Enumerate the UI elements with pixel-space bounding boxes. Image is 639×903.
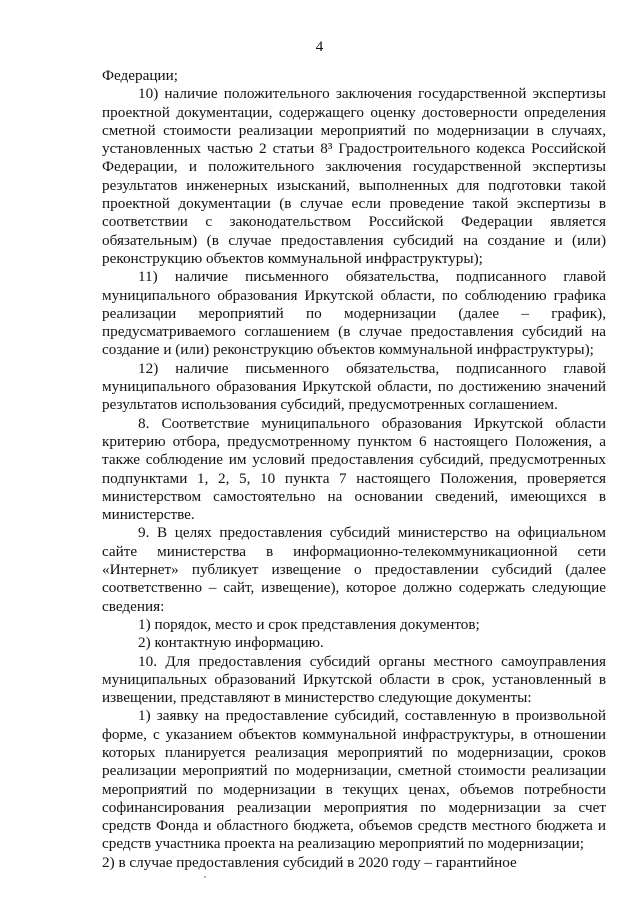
paragraph-item-11: 11) наличие письменного обязательства, подписанного главой муниципального образования Иркутской области, по соблюдению графика реализации мероприятий по модернизации (далее – график), предусматриваемого соглашением (в случае предоставления субсидий на создание и (или) реконструкцию объектов коммунальной инфраструктуры);: [102, 268, 606, 359]
paragraph-item-10: 10) наличие положительного заключения государственной экспертизы проектной документации, содержащего оценку достоверности определения сметной стоимости реализации мероприятий по модернизации в случаях, установленных частью 2 статьи 8³ Градостроительного кодекса Российской Федерации, и положительного заключения государственной экспертизы результатов инженерных изысканий, выполненных для подготовки такой проектной документации (в случае если проведение такой экспертизы в соответствии с законодательством Российской Федерации является обязательным) (в случае предоставления субсидий на создание и (или) реконструкцию объектов коммунальной инфраструктуры);: [102, 85, 606, 267]
page-number: 4: [315, 39, 324, 55]
scan-speck: [204, 876, 206, 878]
paragraph-federation-ending: Федерации;: [102, 67, 178, 84]
paragraph-section-9-item-2: 2) контактную информацию.: [138, 634, 324, 652]
paragraph-section-9-item-1: 1) порядок, место и срок представления документов;: [138, 615, 480, 633]
paragraph-section-10: 10. Для предоставления субсидий органы местного самоуправления муниципальных образований Иркутской области в срок, установленный в извещении, представляют в министерство следующие документы:: [102, 652, 606, 707]
paragraph-section-10-item-1: 1) заявку на предоставление субсидий, составленную в произвольной форме, с указанием объектов коммунальной инфраструктуры, в отношении которых планируется реализация мероприятий по модернизации, сроков реализации мероприятий по модернизации, сметной стоимости реализации мероприятий по модернизации в текущих ценах, объемов потребности софинансирования реализации мероприятия по модернизации за счет средств Фонда и областного бюджета, объемов средств местного бюджета и средств участника проекта на реализацию мероприятий по модернизации;: [102, 707, 606, 853]
paragraph-section-8: 8. Соответствие муниципального образования Иркутской области критерию отбора, предусмотренному пунктом 6 настоящего Положения, а также соблюдение им условий предоставления субсидий, предусмотренных подпунктами 1, 2, 5, 10 пункта 7 настоящего Положения, проверяется министерством самостоятельно на основании сведений, имеющихся в министерстве.: [102, 414, 606, 524]
document-body: [102, 67, 606, 872]
paragraph-section-9: 9. В целях предоставления субсидий министерство на официальном сайте министерства в информационно-телекоммуникационной сети «Интернет» публикует извещение о предоставлении субсидий (далее соответственно – сайт, извещение), которое должно содержать следующие сведения:: [102, 524, 606, 615]
paragraph-item-12: 12) наличие письменного обязательства, подписанного главой муниципального образования Иркутской области, по достижению значений результатов использования субсидий, предусмотренных соглашением.: [102, 359, 606, 414]
paragraph-section-10-item-2: 2) в случае предоставления субсидий в 2020 году – гарантийное: [102, 853, 517, 871]
